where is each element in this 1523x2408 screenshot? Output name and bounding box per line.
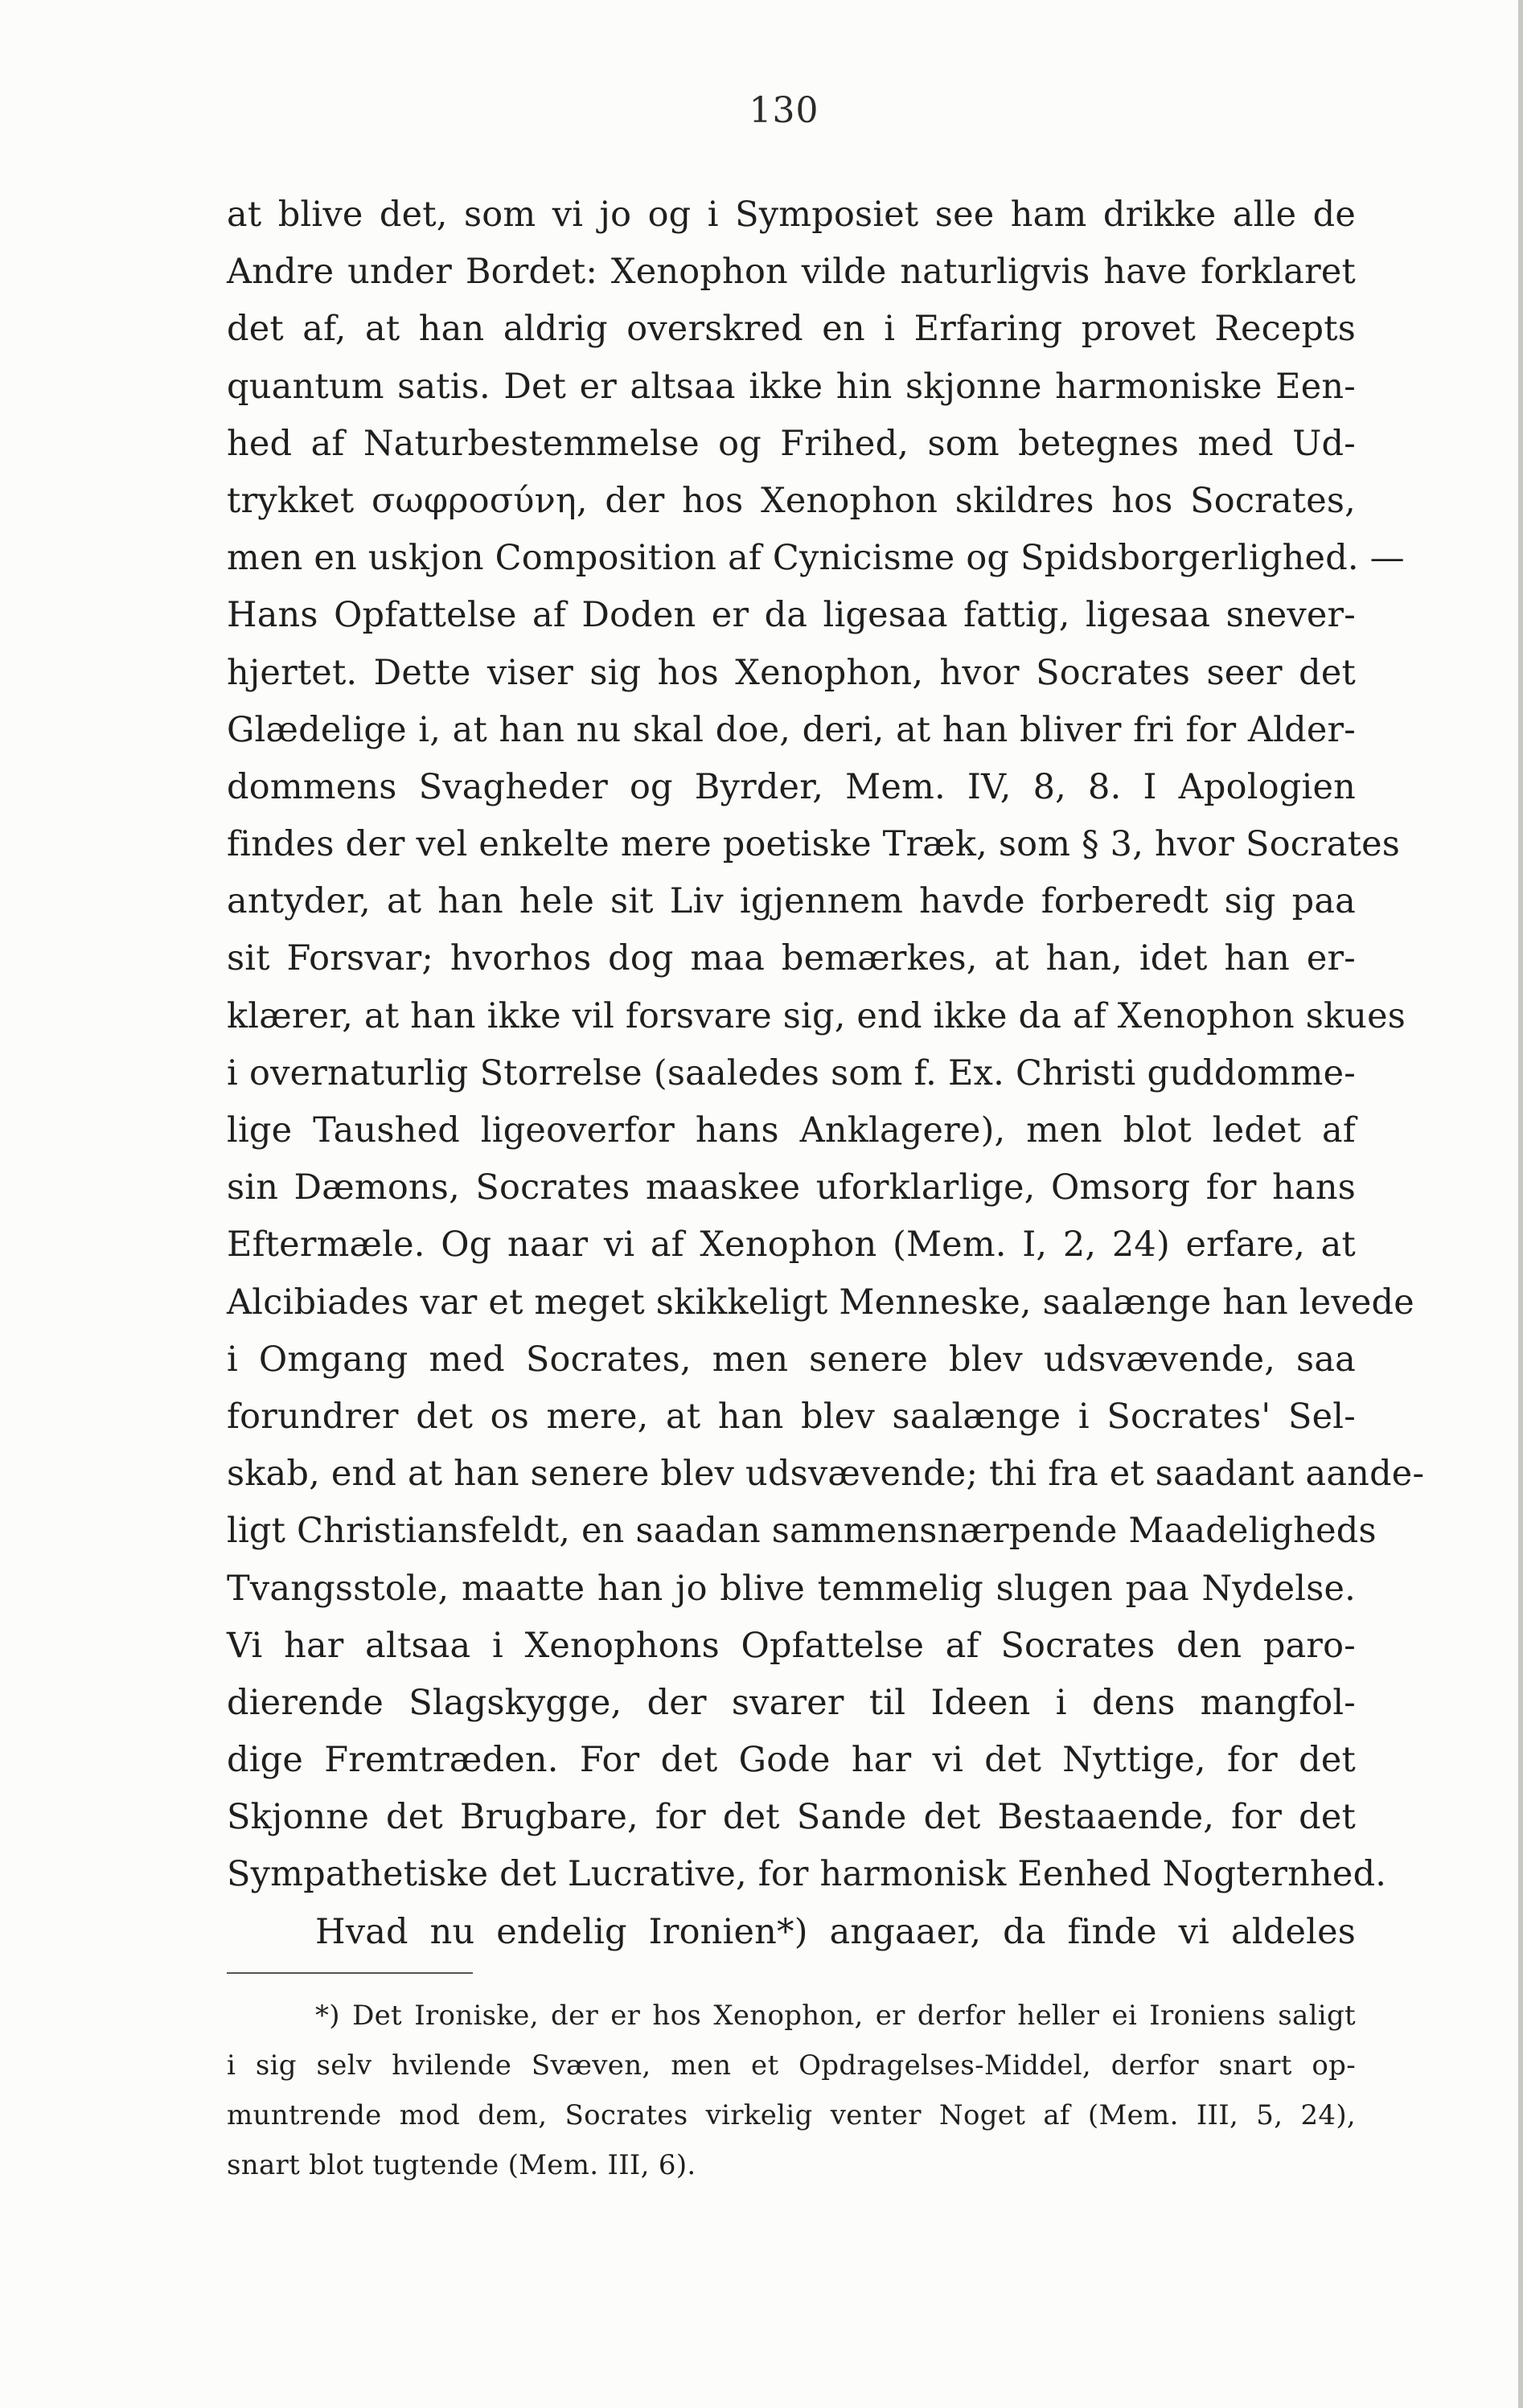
text-line: Andre under Bordet: Xenophon vilde naturligvis have forklaret [227,252,1356,293]
text-line: dierende Slagskygge, der svarer til Ideen i dens mangfol- [227,1682,1356,1723]
text-line: Eftermæle. Og naar vi af Xenophon (Mem. I, 2, 24) erfare, at [227,1225,1356,1266]
text-line: Sympathetiske det Lucrative, for harmonisk Eenhed Nogternhed. [227,1854,1387,1895]
text-line: Hvad nu endelig Ironien*) angaaer, da finde vi aldeles [315,1911,1356,1952]
footnote-line: *) Det Ironiske, der er hos Xenophon, er derfor heller ei Ironiens saligt [315,2000,1356,2032]
text-line: i Omgang med Socrates, men senere blev udsvævende, saa [227,1339,1356,1380]
text-line: Alcibiades var et meget skikkeligt Menneske, saalænge han levede [227,1282,1414,1323]
text-line: skab, end at han senere blev udsvævende; thi fra et saadant aande- [227,1454,1425,1495]
text-line: i overnaturlig Storrelse (saaledes som f. Ex. Christi guddomme- [227,1052,1356,1093]
page-number: 130 [749,90,819,131]
text-line: trykket σωφροσύνη, der hos Xenophon skildres hos Socrates, [227,480,1356,521]
text-line: dige Fremtræden. For det Gode har vi det Nyttige, for det [227,1740,1356,1781]
text-line: forundrer det os mere, at han blev saalænge i Socrates' Sel- [227,1396,1356,1437]
text-line: hed af Naturbestemmelse og Frihed, som betegnes med Ud- [227,423,1356,464]
page-edge [1518,0,1523,2408]
text-line: Hans Opfattelse af Doden er da ligesaa fattig, ligesaa snever- [227,595,1356,636]
footnote-line: i sig selv hvilende Svæven, men et Opdragelses-Middel, derfor snart op- [227,2049,1356,2082]
text-line: findes der vel enkelte mere poetiske Træk, som § 3, hvor Socrates [227,824,1401,865]
text-line: dommens Svagheder og Byrder, Mem. IV, 8, 8. I Apologien [227,766,1356,807]
text-line: quantum satis. Det er altsaa ikke hin skjonne harmoniske Een- [227,366,1356,407]
main-text [227,187,1425,1961]
text-line: antyder, at han hele sit Liv igjennem havde forberedt sig paa [227,881,1356,922]
text-line: sit Forsvar; hvorhos dog maa bemærkes, at han, idet han er- [227,938,1356,979]
text-line: Skjonne det Brugbare, for det Sande det Bestaaende, for det [227,1797,1356,1838]
footnote [227,1991,1356,2190]
text-line: hjertet. Dette viser sig hos Xenophon, hvor Socrates seer det [227,652,1356,693]
text-line: Tvangsstole, maatte han jo blive temmelig slugen paa Nydelse. [227,1568,1356,1609]
footnote-line: muntrende mod dem, Socrates virkelig venter Noget af (Mem. III, 5, 24), [227,2099,1356,2131]
text-line: at blive det, som vi jo og i Symposiet see ham drikke alle de [227,195,1356,235]
text-line: Vi har altsaa i Xenophons Opfattelse af Socrates den paro- [227,1625,1356,1666]
text-line: men en uskjon Composition af Cynicisme og Spidsborgerlighed. — [227,538,1405,579]
text-line: lige Taushed ligeoverfor hans Anklagere), men blot ledet af [227,1110,1356,1151]
text-line: det af, at han aldrig overskred en i Erfaring provet Recepts [227,309,1356,350]
footnote-divider [227,1972,473,1974]
text-line: Glædelige i, at han nu skal doe, deri, at han bliver fri for Alder- [227,709,1356,750]
text-line: klærer, at han ikke vil forsvare sig, end ikke da af Xenophon skues [227,995,1406,1036]
text-line: sin Dæmons, Socrates maaskee uforklarlige, Omsorg for hans [227,1167,1356,1208]
footnote-line: snart blot tugtende (Mem. III, 6). [227,2149,696,2181]
text-line: ligt Christiansfeldt, en saadan sammensnærpende Maadeligheds [227,1511,1377,1552]
